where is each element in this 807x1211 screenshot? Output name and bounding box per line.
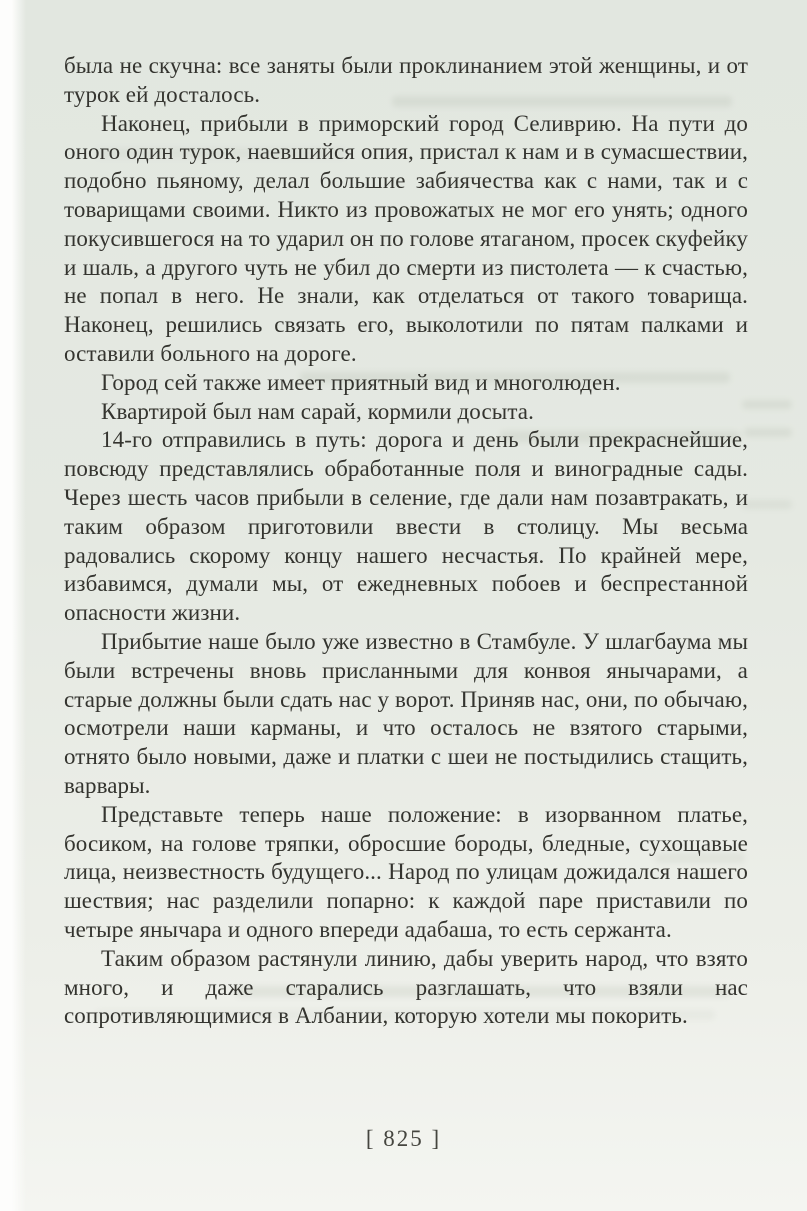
bleed-through-mark — [742, 500, 792, 509]
paragraph: 14-го отправились в путь: дорога и день были прекраснейшие, повсюду представлялись обработанные поля и виноградные сады. Через шесть часов прибыли в селение, где дали нам позавтракать, и таким образом приготовили ввести в столицу. Мы весьма радовались скорому концу нашего несчастья. По крайней мере, избавимся, думали мы, от ежедневных побоев и беспрестанной опасности жизни. — [64, 427, 748, 626]
paragraph: Представьте теперь наше положение: в изорванном платье, босиком, на голове тряпки, обросшие бороды, бледные, сухощавые лица, неизвестность будущего... Народ по улицам дожидался нашего шествия; нас разделили попарно: к каждой паре приставили по четыре янычара и одного впереди адабаша, то есть сержанта. — [64, 801, 748, 942]
paragraph: Таким образом растянули линию, дабы уверить народ, что взято много, и даже старались разглашать, что взяли нас сопротивляющимися в Албании, которую хотели мы покорить. — [64, 945, 748, 1029]
paragraph: была не скучна: все заняты были проклинанием этой женщины, и от турок ей досталось. — [64, 53, 748, 107]
paragraph: Квартирой был нам сарай, кормили досыта. — [101, 398, 534, 424]
bleed-through-mark — [742, 400, 792, 409]
bleed-through-mark — [744, 428, 792, 437]
paragraph: Прибытие наше было уже известно в Стамбуле. У шлагбаума мы были встречены вновь присланными для конвоя янычарами, а старые должны были сдать нас у ворот. Приняв нас, они, по обычаю, осмотрели наши карманы, и что осталось не взятого старыми, отнято было новыми, даже и платки с шеи не постыдились стащить, варвары. — [64, 628, 748, 798]
page-number: [ 825 ] — [365, 1126, 442, 1151]
paragraph: Наконец, прибыли в приморский город Селиврию. На пути до оного один турок, наевшийся опия, пристал к нам и в сумасшествии, подобно пьяному, делал большие забиячества как с нами, так и с товарищами своими. Никто из провожатых не мог его унять; одного покусившегося на то ударил он по голове ятаганом, просек скуфейку и шаль, а другого чуть не убил до смерти из пистолета — к счастью, не попал в него. Не знали, как отделаться от такого товарища. Наконец, решились связать его, выколотили по пятам палками и оставили больного на дороге. — [64, 110, 748, 366]
text-block — [64, 52, 748, 1031]
paragraph: Город сей также имеет приятный вид и многолюден. — [101, 369, 621, 395]
page-edge — [0, 0, 26, 1211]
